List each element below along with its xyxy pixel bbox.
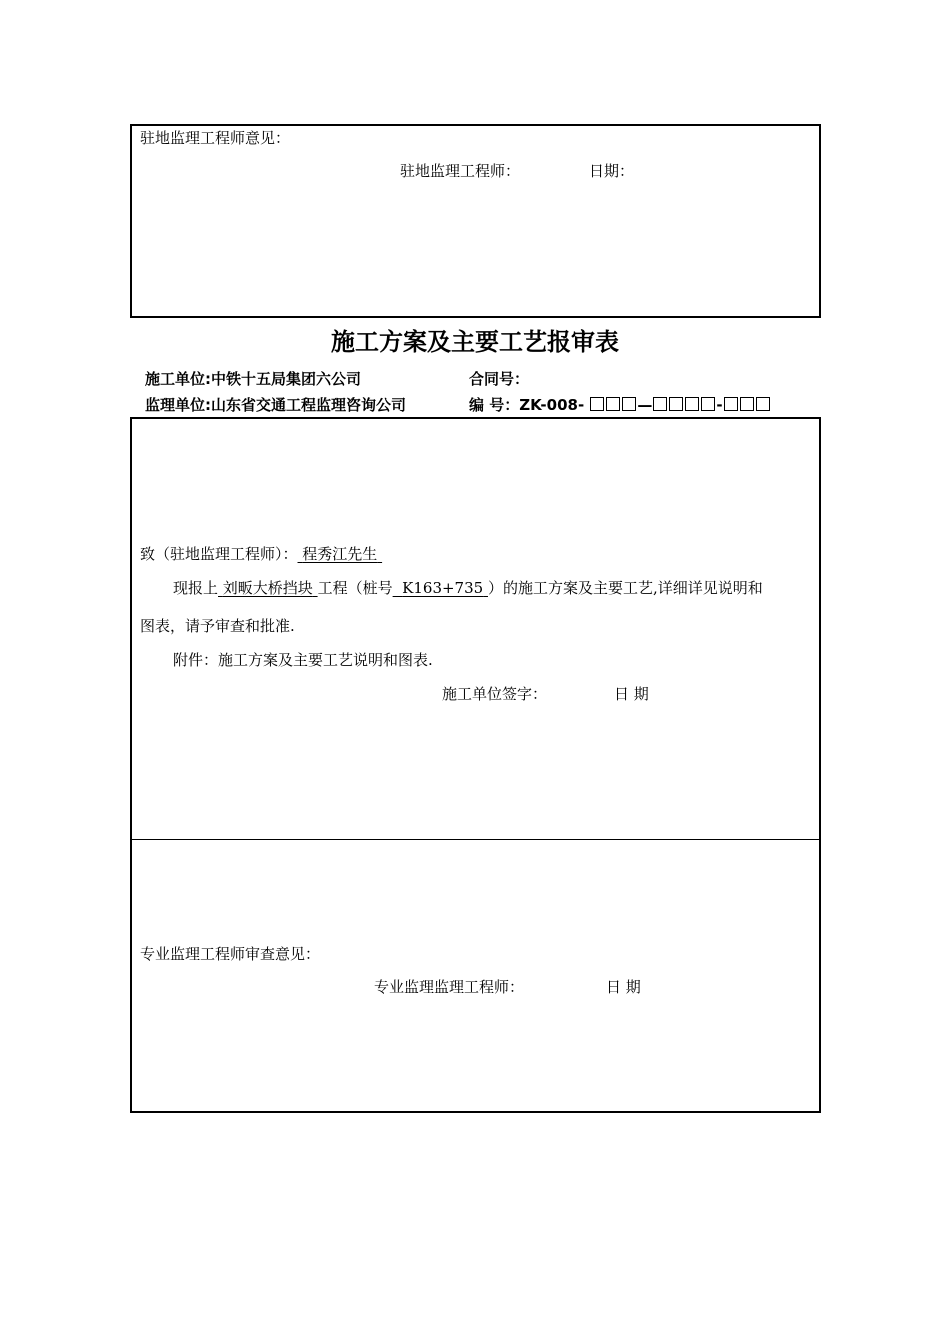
serial-box: [669, 397, 683, 411]
serial-box: [606, 397, 620, 411]
serial-number: [469, 397, 771, 413]
serial-box: [724, 397, 738, 411]
contract-no-label: 合同号：: [469, 370, 530, 388]
contractor-sign-label: 施工单位签字：: [442, 685, 548, 703]
serial-box: [740, 397, 754, 411]
page-title: 施工方案及主要工艺报审表: [331, 328, 619, 356]
resident-engineer-label: 驻地监理工程师：: [400, 162, 521, 180]
contractor-label: 施工单位:中铁十五局集团六公司: [145, 370, 362, 388]
main-form-box: [130, 417, 821, 1113]
resident-opinion-label: 驻地监理工程师意见：: [140, 129, 291, 147]
serial-box: [685, 397, 699, 411]
serial-box: [590, 397, 604, 411]
submission-paragraph-line1: 现报上 刘畈大桥挡块 工程（桩号 K163+735 ）的施工方案及主要工艺,详细详见说明和: [173, 579, 763, 597]
review-engineer-label: 专业监理监理工程师：: [374, 978, 525, 996]
project-name: 刘畈大桥挡块: [222, 579, 313, 597]
serial-dash: —: [637, 396, 653, 414]
submission-paragraph-line2: 图表，请予审查和批准.: [140, 617, 295, 635]
serial-prefix: 编 号：ZK-008-: [469, 396, 585, 414]
review-opinion-label: 专业监理工程师审查意见：: [140, 945, 321, 963]
resident-date-label: 日期：: [589, 162, 635, 180]
addressee-name: 程秀江先生: [302, 545, 378, 563]
review-date-label: 日 期: [606, 978, 641, 996]
supervisor-label: 监理单位:山东省交通工程监理咨询公司: [145, 396, 407, 414]
addressee-line: [140, 547, 382, 562]
serial-box: [622, 397, 636, 411]
serial-box: [701, 397, 715, 411]
resident-engineer-opinion-box: [130, 124, 821, 318]
addressee-prefix: 致（驻地监理工程师）：: [140, 545, 298, 563]
pile-number: K163+735: [402, 579, 484, 597]
attachment-line: 附件：施工方案及主要工艺说明和图表.: [173, 651, 433, 669]
section-divider: [130, 839, 820, 840]
serial-dash: -: [716, 396, 723, 414]
contractor-date-label: 日 期: [614, 685, 649, 703]
serial-box: [653, 397, 667, 411]
serial-box: [756, 397, 770, 411]
